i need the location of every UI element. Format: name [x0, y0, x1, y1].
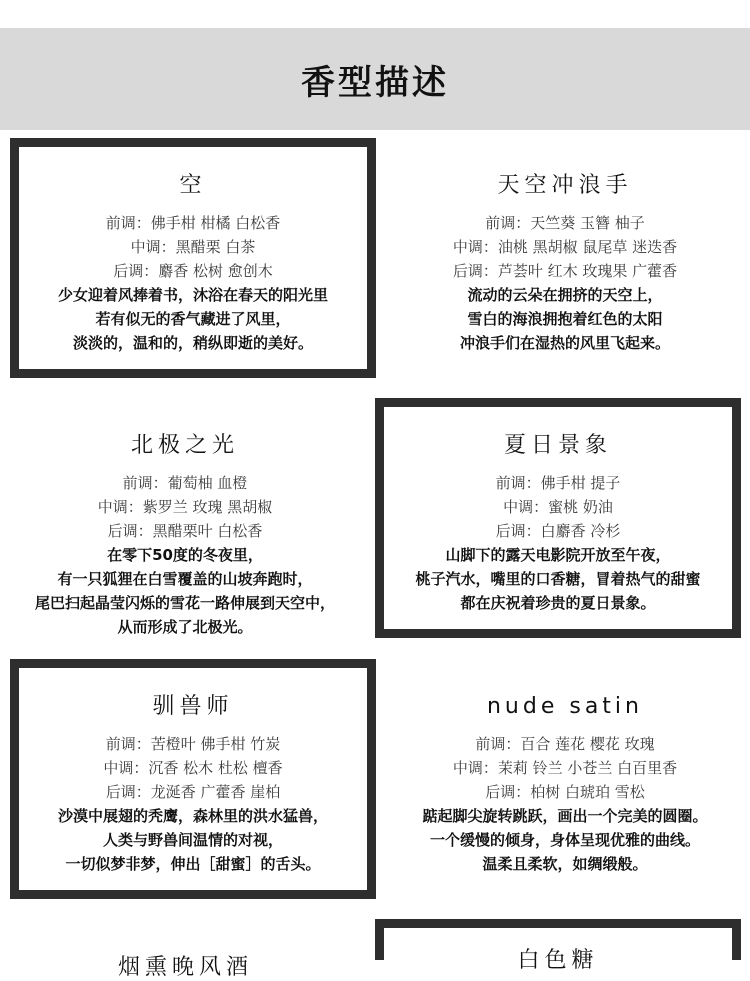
- description: [382, 804, 748, 876]
- card-title: 夏日景象: [503, 433, 612, 458]
- base-notes: 后调：白麝香 冷杉: [495, 522, 621, 540]
- description-line: 少女迎着风捧着书，沐浴在春天的阳光里: [57, 286, 328, 304]
- middle-notes: 中调：油桃 黑胡椒 鼠尾草 迷迭香: [452, 238, 678, 256]
- base-notes: 后调：柏树 白琥珀 雪松: [485, 783, 645, 801]
- description-line: 踮起脚尖旋转跳跃，画出一个完美的圆圈。: [422, 807, 708, 825]
- top-notes: 前调：佛手柑 提子: [495, 474, 621, 492]
- fragrance-card-nude-satin: [382, 659, 748, 899]
- description-line: 人类与野兽间温情的对视，: [102, 831, 283, 849]
- notes-block: [382, 211, 748, 283]
- card-title: 驯兽师: [152, 694, 234, 719]
- description-line: 若有似无的香气藏进了风里，: [95, 310, 291, 328]
- description: [382, 283, 748, 355]
- partial-card-title-left: 烟熏晚风酒: [118, 955, 254, 980]
- card-title: 空: [179, 173, 207, 198]
- top-notes: 前调：天竺葵 玉簪 柚子: [485, 214, 645, 232]
- fragrance-card-sky-surfer: [382, 138, 748, 378]
- header-banner: [0, 28, 750, 130]
- description-line: 沙漠中展翅的秃鹰，森林里的洪水猛兽，: [57, 807, 328, 825]
- description-line: 一切似梦非梦，伸出［甜蜜］的舌头。: [65, 855, 321, 873]
- description: [2, 543, 368, 639]
- notes-block: [2, 471, 368, 543]
- card-title: 天空冲浪手: [497, 173, 633, 198]
- page-title: 香型描述: [301, 62, 449, 103]
- description-line: 尾巴扫起晶莹闪烁的雪花一路伸展到天空中，: [34, 594, 335, 612]
- description: [384, 543, 732, 615]
- base-notes: 后调：麝香 松树 愈创木: [113, 262, 273, 280]
- fragrance-card-northern-light: [2, 398, 368, 638]
- notes-block: [19, 211, 367, 283]
- top-notes: 前调：佛手柑 柑橘 白松香: [105, 214, 281, 232]
- partial-card-right: [375, 919, 741, 973]
- description-line: 在零下50度的冬夜里，: [107, 546, 263, 564]
- description-line: 冲浪手们在湿热的风里飞起来。: [459, 334, 670, 352]
- card-title: nude satin: [486, 694, 643, 719]
- top-notes: 前调：百合 莲花 樱花 玫瑰: [475, 735, 655, 753]
- fragrance-card-kong: [10, 138, 376, 378]
- middle-notes: 中调：沉香 松木 杜松 檀香: [103, 759, 283, 777]
- description-line: 淡淡的，温和的，稍纵即逝的美好。: [72, 334, 313, 352]
- description-line: 从而形成了北极光。: [117, 618, 253, 636]
- description-line: 一个缓慢的倾身，身体呈现优雅的曲线。: [429, 831, 700, 849]
- middle-notes: 中调：蜜桃 奶油: [503, 498, 613, 516]
- base-notes: 后调：龙涎香 广藿香 崖柏: [105, 783, 281, 801]
- card-title: 北极之光: [130, 433, 239, 458]
- base-notes: 后调：黑醋栗叶 白松香: [107, 522, 263, 540]
- notes-block: [19, 732, 367, 804]
- middle-notes: 中调：黑醋栗 白茶: [130, 238, 256, 256]
- notes-block: [384, 471, 732, 543]
- description: [19, 283, 367, 355]
- base-notes: 后调：芦荟叶 红木 玫瑰果 广藿香: [452, 262, 678, 280]
- description-line: 雪白的海浪拥抱着红色的太阳: [467, 310, 663, 328]
- top-notes: 前调：葡萄柚 血橙: [122, 474, 248, 492]
- description-line: 温柔且柔软，如绸缎般。: [482, 855, 648, 873]
- middle-notes: 中调：茉莉 铃兰 小苍兰 白百里香: [452, 759, 678, 777]
- card-title: 白色糖: [517, 948, 599, 973]
- top-notes: 前调：苦橙叶 佛手柑 竹炭: [105, 735, 281, 753]
- description-line: 山脚下的露天电影院开放至午夜，: [445, 546, 671, 564]
- description-line: 都在庆祝着珍贵的夏日景象。: [460, 594, 656, 612]
- fragrance-card-summer-scene: [375, 398, 741, 638]
- description-line: 桃子汽水，嘴里的口香糖，冒着热气的甜蜜: [415, 570, 701, 588]
- fragrance-card-tamer: [10, 659, 376, 899]
- description-line: 流动的云朵在拥挤的天空上，: [467, 286, 663, 304]
- middle-notes: 中调：紫罗兰 玫瑰 黑胡椒: [97, 498, 273, 516]
- notes-block: [382, 732, 748, 804]
- description: [19, 804, 367, 876]
- description-line: 有一只狐狸在白雪覆盖的山坡奔跑时，: [57, 570, 313, 588]
